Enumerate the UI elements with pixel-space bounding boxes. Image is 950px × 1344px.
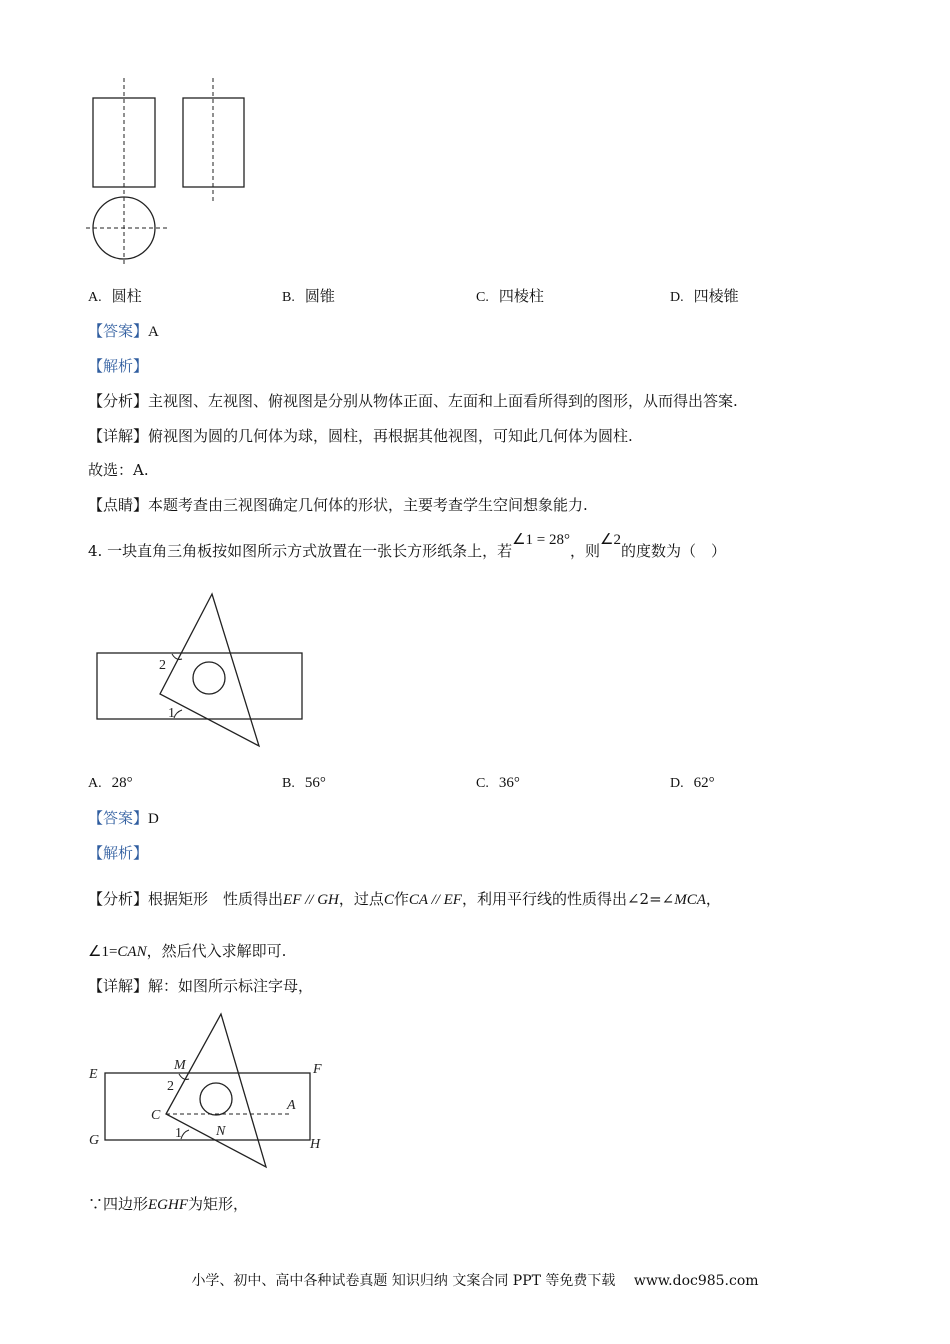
- q4-labeled-figure: [85, 1010, 335, 1175]
- set-square-hole: [193, 662, 225, 694]
- analysis-math: CAN: [117, 944, 147, 960]
- option-text: 28°: [111, 775, 133, 791]
- option-text: 56°: [304, 775, 326, 791]
- q3-jiexi-tag: 【解析】: [88, 357, 149, 375]
- angle-1-label: 1: [168, 706, 175, 721]
- analysis-math: ∠1=: [88, 944, 118, 960]
- q4-detail: [88, 975, 313, 996]
- detail-tag: 【详解】: [88, 427, 149, 445]
- rectangle-egfh: [105, 1073, 310, 1140]
- label-angle-1: 1: [175, 1126, 182, 1141]
- q3-analysis: [88, 390, 738, 411]
- analysis-math: CA // EF: [408, 892, 462, 908]
- option-text: 36°: [498, 775, 520, 791]
- q3-option-d[interactable]: [670, 285, 739, 306]
- since-math: EGHF: [148, 1197, 189, 1213]
- q4-option-c[interactable]: [476, 773, 520, 792]
- option-letter: C.: [476, 776, 489, 791]
- label-n: N: [216, 1124, 226, 1139]
- angle-1-arc: [174, 710, 182, 718]
- stem-condition-math: ∠1 = 28°: [512, 532, 570, 548]
- option-text: 圆锥: [304, 287, 335, 305]
- q4-option-d[interactable]: [670, 773, 715, 792]
- q3-answer-line: [88, 320, 159, 341]
- analysis-tag: 【分析】: [88, 392, 149, 410]
- analysis-math: MCA: [674, 892, 706, 908]
- set-square: [160, 594, 259, 746]
- option-text: 四棱柱: [498, 287, 544, 305]
- detail-tag: 【详解】: [88, 977, 149, 995]
- option-text: 圆柱: [111, 287, 142, 305]
- q4-figure: [92, 590, 312, 755]
- set-square: [166, 1014, 266, 1167]
- q4-analysis-line1: [88, 888, 721, 909]
- stem-unknown-math: ∠2: [600, 532, 621, 548]
- label-a: A: [287, 1098, 296, 1113]
- analysis-text: 主视图、左视图、俯视图是分别从物体正面、左面和上面看所得到的图形，从而得出答案.: [148, 392, 738, 410]
- option-letter: B.: [282, 776, 295, 791]
- q3-option-a[interactable]: [88, 285, 142, 306]
- side-view-figure: [175, 75, 255, 205]
- option-letter: D.: [670, 776, 684, 791]
- q4-option-a[interactable]: [88, 773, 133, 792]
- option-text: 四棱锥: [693, 287, 739, 305]
- q3-option-b[interactable]: [282, 285, 335, 306]
- answer-tag: 【答案】: [88, 809, 149, 827]
- analysis-text: ，然后代入求解即可.: [146, 942, 287, 960]
- answer-value: A: [148, 324, 159, 340]
- stem-text: 4. 一块直角三角板按如图所示方式放置在一张长方形纸条上，若: [88, 542, 513, 560]
- analysis-text: 根据矩形 性质得出: [148, 890, 284, 908]
- page-footer: 小学、初中、高中各种试卷真题 知识归纳 文案合同 PPT 等免费下载 www.doc985.com: [191, 1273, 759, 1289]
- option-letter: C.: [476, 290, 489, 305]
- three-view-figure: [80, 75, 180, 275]
- q4-jiexi-tag: 【解析】: [88, 844, 149, 862]
- q4-since-line: [88, 1193, 248, 1214]
- analysis-math: C: [383, 892, 394, 908]
- stem-text: 的度数为（ ）: [620, 542, 726, 560]
- option-letter: A.: [88, 776, 102, 791]
- label-m: M: [174, 1058, 186, 1073]
- comment-tag: 【点睛】: [88, 496, 149, 514]
- analysis-math: EF // GH: [283, 892, 339, 908]
- analysis-text: ，: [705, 890, 721, 908]
- analysis-tag: 【分析】: [88, 890, 149, 908]
- q4-analysis-line2: [88, 940, 286, 961]
- answer-value: D: [148, 811, 159, 827]
- angle-2-label: 2: [159, 658, 166, 673]
- q4-stem: [88, 532, 726, 561]
- paper-strip: [97, 653, 302, 719]
- detail-text: 解：如图所示标注字母，: [148, 977, 314, 995]
- option-letter: B.: [282, 290, 295, 305]
- label-c: C: [151, 1108, 161, 1123]
- comment-text: 本题考查由三视图确定几何体的形状，主要考查学生空间想象能力.: [148, 496, 588, 514]
- since-text: 为矩形，: [188, 1195, 249, 1213]
- since-text: ∵四边形: [88, 1195, 149, 1213]
- analysis-text: ，过点: [338, 890, 384, 908]
- option-letter: D.: [670, 290, 684, 305]
- label-angle-2: 2: [167, 1079, 174, 1094]
- q3-detail: [88, 425, 633, 446]
- q3-comment: [88, 494, 588, 515]
- q3-option-c[interactable]: [476, 285, 544, 306]
- analysis-text: ，利用平行线的性质得出∠2=∠: [461, 890, 675, 908]
- stem-text: ，则: [570, 542, 601, 560]
- answer-tag: 【答案】: [88, 322, 149, 340]
- option-text: 62°: [693, 775, 715, 791]
- angle-1-arc: [181, 1130, 189, 1139]
- q4-answer-line: [88, 807, 159, 828]
- label-e: E: [89, 1067, 98, 1082]
- label-f: F: [313, 1062, 322, 1077]
- detail-text: 俯视图为圆的几何体为球，圆柱，再根据其他视图，可知此几何体为圆柱.: [148, 427, 633, 445]
- set-square-hole: [200, 1083, 232, 1115]
- option-letter: A.: [88, 290, 102, 305]
- analysis-text: 作: [393, 890, 409, 908]
- q4-option-b[interactable]: [282, 773, 326, 792]
- q3-conclusion: 故选：A.: [88, 461, 149, 479]
- label-h: H: [310, 1137, 321, 1152]
- label-g: G: [89, 1133, 100, 1148]
